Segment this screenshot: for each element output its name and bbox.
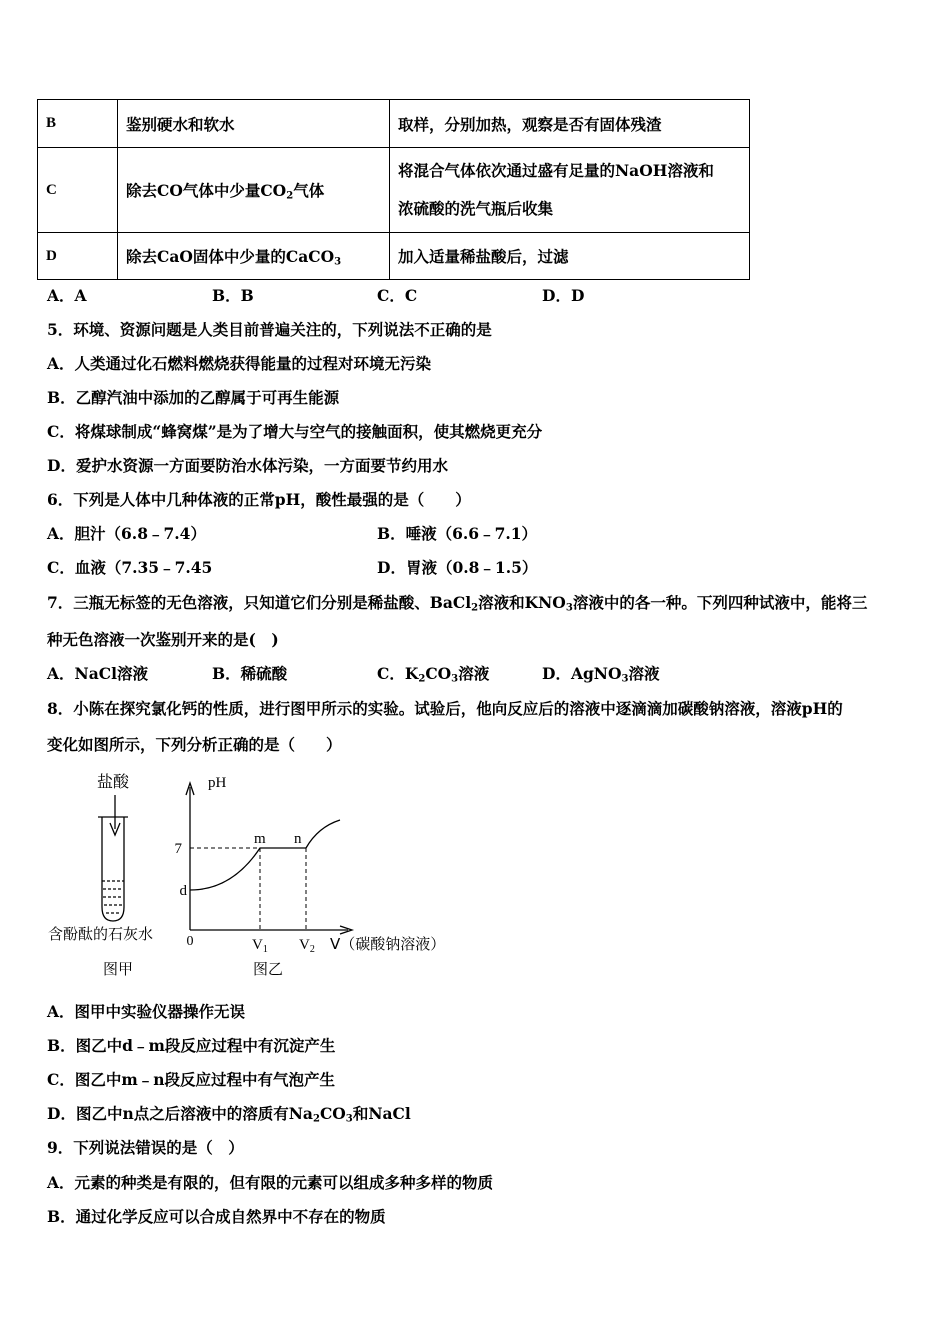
q8-figure: [40, 765, 470, 985]
q7-option-a: A．NaCl溶液: [47, 664, 148, 683]
q6-stem: 6．下列是人体中几种体液的正常pH，酸性最强的是（ ）: [47, 490, 471, 509]
row-label: B: [38, 100, 118, 148]
q5-option-b: B．乙醇汽油中添加的乙醇属于可再生能源: [47, 388, 340, 407]
test-tube-icon: [98, 817, 128, 921]
q7-option-c: C．$K_2CO_3$溶液: [377, 664, 490, 685]
choice-b: B．B: [212, 286, 254, 305]
q8-option-d: D．图乙中n点之后溶液中的溶质有$Na_2CO_3$和NaCl: [47, 1104, 411, 1125]
point-m-label: m: [254, 831, 266, 847]
table-row: [38, 100, 750, 148]
dashed-guides: [190, 848, 306, 930]
row-purpose: 鉴别硬水和软水: [118, 100, 390, 148]
q8-option-a: A．图甲中实验仪器操作无误: [47, 1002, 246, 1021]
point-d-label: d: [179, 883, 187, 899]
caption-b: 图乙: [253, 960, 284, 978]
dropper-icon: [110, 795, 120, 835]
table-row: [38, 148, 750, 233]
point-n-label: n: [294, 831, 302, 847]
q8-stem: 8．小陈在探究氯化钙的性质，进行图甲所示的实验。试验后，他向反应后的溶液中逐滴滴加碳酸钠溶液，溶液pH的: [47, 699, 843, 718]
y-axis: [186, 783, 194, 930]
y-tick-7: 7: [174, 841, 182, 857]
row-method: 取样，分别加热，观察是否有固体残渣: [390, 100, 750, 148]
row-method: 加入适量稀盐酸后，过滤: [390, 233, 750, 280]
x-axis: [190, 926, 352, 934]
options-table: [37, 99, 750, 280]
origin-label: 0: [186, 934, 194, 949]
q6-option-c: C．血液（7.35﹣7.45: [47, 558, 213, 577]
q5-option-c: C．将煤球制成“蜂窝煤”是为了增大与空气的接触面积，使其燃烧更充分: [47, 422, 543, 441]
v2-label: $V_2$: [299, 937, 315, 955]
q8-stem-line2: 变化如图所示，下列分析正确的是（ ）: [47, 735, 342, 754]
row-method: 将混合气体依次通过盛有足量的NaOH溶液和 浓硫酸的洗气瓶后收集: [390, 148, 750, 233]
v1-label: $V_1$: [252, 937, 268, 955]
q9-option-b: B．通过化学反应可以合成自然界中不存在的物质: [47, 1207, 386, 1226]
choice-c: C．C: [377, 286, 418, 305]
q5-stem: 5．环境、资源问题是人类目前普遍关注的，下列说法不正确的是: [47, 320, 492, 339]
q8-option-b: B．图乙中d﹣m段反应过程中有沉淀产生: [47, 1036, 336, 1055]
row-label: D: [38, 233, 118, 280]
q6-option-b: B．唾液（6.6﹣7.1）: [377, 524, 538, 543]
row-purpose: 除去CO气体中少量$CO_2$气体: [118, 148, 390, 233]
q6-option-d: D．胃液（0.8﹣1.5）: [377, 558, 538, 577]
caption-a: 图甲: [103, 960, 134, 978]
dropper-label: 盐酸: [97, 772, 130, 791]
table-row: [38, 233, 750, 280]
x-axis-label: V（碳酸钠溶液）: [330, 935, 446, 953]
row-label: C: [38, 148, 118, 233]
y-axis-label: pH: [208, 775, 227, 791]
row-purpose: 除去CaO固体中少量的CaCO$_3$: [118, 233, 390, 280]
q7-stem-line2: 种无色溶液一次鉴别开来的是( ): [47, 630, 279, 649]
q7-option-b: B．稀硫酸: [212, 664, 288, 683]
choice-d: D．D: [542, 286, 585, 305]
q9-option-a: A．元素的种类是有限的，但有限的元素可以组成多种多样的物质: [47, 1173, 494, 1192]
q8-option-c: C．图乙中m﹣n段反应过程中有气泡产生: [47, 1070, 336, 1089]
tube-label: 含酚酞的石灰水: [48, 925, 154, 943]
choice-a: A．A: [47, 286, 87, 305]
q7-option-d: D．AgNO$_3$溶液: [542, 664, 660, 685]
q5-option-a: A．人类通过化石燃料燃烧获得能量的过程对环境无污染: [47, 354, 432, 373]
q7-stem: 7．三瓶无标签的无色溶液，只知道它们分别是稀盐酸、BaCl$_2$溶液和$KNO_3$溶液中的各一种。下列四种试液中，能将三: [47, 593, 868, 614]
q5-option-d: D．爱护水资源一方面要防治水体污染，一方面要节约用水: [47, 456, 448, 475]
q6-option-a: A．胆汁（6.8﹣7.4）: [47, 524, 206, 543]
q9-stem: 9．下列说法错误的是（ ）: [47, 1138, 244, 1157]
